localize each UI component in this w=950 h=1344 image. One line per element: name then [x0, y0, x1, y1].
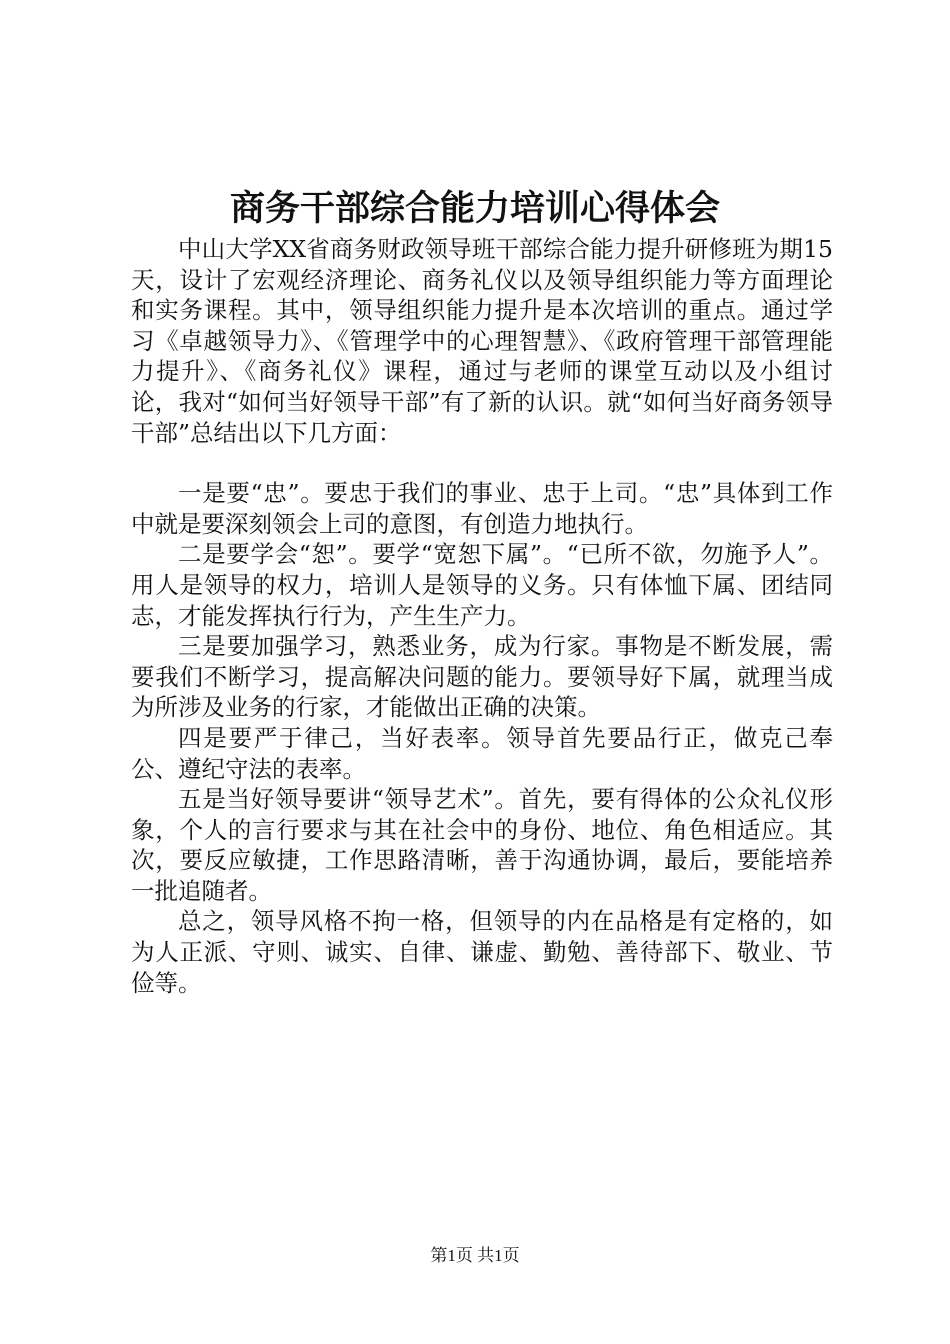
paragraph-point-4: 四是要严于律己，当好表率。领导首先要品行正，做克己奉公、遵纪守法的表率。	[131, 723, 833, 783]
document-title: 商务干部综合能力培训心得体会	[229, 188, 720, 229]
paragraph-point-5: 五是当好领导要讲“领导艺术”。首先，要有得体的公众礼仪形象，个人的言行要求与其在社会中的身份、地位、角色相适应。其次，要反应敏捷，工作思路清晰，善于沟通协调，最后，要能培养一批追随者。	[131, 785, 833, 905]
document-body	[131, 234, 833, 998]
paragraph-summary: 总之，领导风格不拘一格，但领导的内在品格是有定格的，如为人正派、守则、诚实、自律、谦虚、勤勉、善待部下、敬业、节俭等。	[131, 907, 833, 997]
paragraph-point-1: 一是要“忠”。要忠于我们的事业、忠于上司。“忠”具体到工作中就是要深刻领会上司的意图，有创造力地执行。	[131, 479, 833, 538]
paragraph-point-3: 三是要加强学习，熟悉业务，成为行家。事物是不断发展，需要我们不断学习，提高解决问题的能力。要领导好下属，就理当成为所涉及业务的行家，才能做出正确的决策。	[131, 632, 833, 722]
page-footer: 第1页 共1页	[430, 1246, 520, 1265]
paragraph-point-2: 二是要学会“恕”。要学“宽恕下属”。“已所不欲，勿施予人”。用人是领导的权力，培训人是领导的义务。只有体恤下属、团结同志，才能发挥执行行为，产生生产力。	[131, 540, 833, 630]
paragraph-intro: 中山大学XX省商务财政领导班干部综合能力提升研修班为期15天，设计了宏观经济理论、商务礼仪以及领导组织能力等方面理论和实务课程。其中，领导组织能力提升是本次培训的重点。通过学习《卓越领导力》、《管理学中的心理智慧》、《政府管理干部管理能力提升》、《商务礼仪》课程，通过与老师的课堂互动以及小组讨论，我对“如何当好领导干部”有了新的认识。就“如何当好商务领导干部”总结出以下几方面：	[131, 235, 833, 447]
